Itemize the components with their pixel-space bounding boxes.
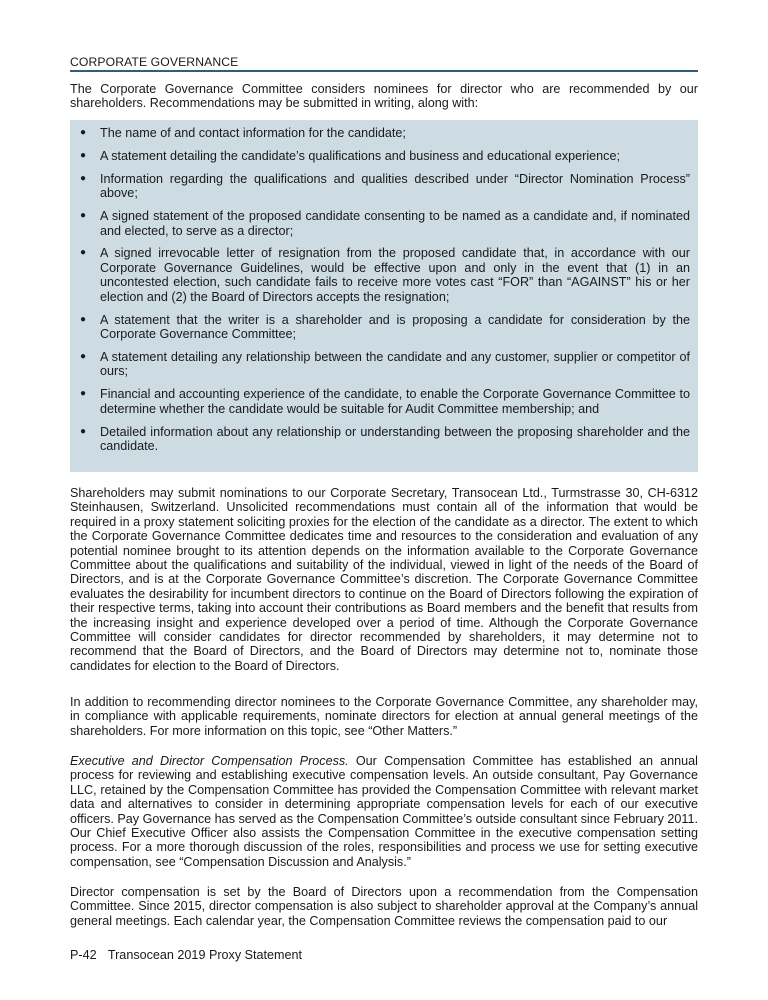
bullet-text: Financial and accounting experience of the candidate, to enable the Corporate Governance Committee to determine whether the candidate would be suitable for Audit Committee membership; and (100, 387, 690, 416)
bullet-text: A signed irrevocable letter of resignation from the proposed candidate that, in accordance with our Corporate Governance Guidelines, would be effective upon and only in the event that (1) in an uncontested election, such candidate fails to receive more votes cast “FOR” than “AGAINST” his or her election and (2) the Board of Directors accepts the resignation; (100, 246, 690, 304)
bullet-item (80, 246, 690, 304)
intro-paragraph: The Corporate Governance Committee considers nominees for director who are recommended by our shareholders. Recommendations may be submitted in writing, along with: (70, 82, 698, 111)
page-footer (70, 948, 310, 962)
bullet-text: Information regarding the qualifications and qualities described under “Director Nomination Process” above; (100, 171, 690, 201)
bullet-icon: ● (80, 313, 87, 325)
bullet-text: A signed statement of the proposed candidate consenting to be named as a candidate and, if nominated and elected, to serve as a director; (100, 209, 690, 238)
bullet-icon: ● (80, 127, 87, 138)
bullet-item (80, 126, 690, 140)
compensation-process-lead: Executive and Director Compensation Process. (70, 754, 349, 768)
header-rule (70, 70, 698, 72)
bullet-item (80, 425, 690, 454)
bullet-icon: ● (80, 425, 87, 437)
bullet-icon: ● (80, 210, 87, 222)
bullet-icon: ● (80, 149, 87, 161)
bullet-text: Detailed information about any relationship or understanding between the proposing shareholder and the candidate. (100, 424, 690, 453)
bullet-item (80, 209, 690, 238)
bullet-text: The name of and contact information for the candidate; (100, 126, 406, 140)
bullet-item (80, 387, 690, 416)
bullet-item (80, 149, 690, 163)
director-compensation-paragraph: Director compensation is set by the Board of Directors upon a recommendation from the Compensation Committee. Since 2015, director compensation is also subject to shareholder approval at the Company’s annual general meetings. Each calendar year, the Compensation Committee reviews the compensation paid to our (70, 885, 698, 928)
page-number: P-42 (70, 948, 97, 962)
bullet-icon: ● (80, 388, 87, 400)
bullet-text: A statement detailing any relationship between the candidate and any customer, supplier or competitor of ours; (100, 349, 690, 379)
shareholder-nomination-paragraph: In addition to recommending director nominees to the Corporate Governance Committee, any shareholder may, in compliance with applicable requirements, nominate directors for election at annual general meetings of the shareholders. For more information on this topic, see “Other Matters.” (70, 695, 698, 738)
bullet-text: A statement detailing the candidate’s qualifications and business and educational experience; (100, 148, 620, 163)
compensation-process-body: Our Compensation Committee has established an annual process for reviewing and establishing executive compensation levels. An outside consultant, Pay Governance LLC, retained by the Compensation Committee has provided the Compensation Committee with relevant market data and alternatives to consider in determining appropriate compensation levels for each of our executive officers. Pay Governance has served as the Compensation Committee’s outside consultant since February 2011. Our Chief Executive Officer also assists the Compensation Committee in the executive compensation setting process. For a more thorough discussion of the roles, responsibilities and process we use for setting executive compensation, see “Compensation Discussion and Analysis.” (70, 754, 698, 869)
bullet-item (80, 172, 690, 201)
section-header: CORPORATE GOVERNANCE (70, 55, 239, 69)
bullet-icon: ● (80, 172, 87, 184)
bullet-item (80, 350, 690, 379)
nominations-paragraph: Shareholders may submit nominations to our Corporate Secretary, Transocean Ltd., Turmstrasse 30, CH-6312 Steinhausen, Switzerland. Unsolicited recommendations must contain all of the information that would be required in a proxy statement soliciting proxies for the election of the candidate as a director. The extent to which the Corporate Governance Committee dedicates time and resources to the consideration and evaluation of any potential nominee brought to its attention depends on the information available to the Corporate Governance Committee about the qualifications and suitability of the individual, viewed in light of the needs of the Board of Directors, and is at the Corporate Governance Committee’s discretion. The Corporate Governance Committee evaluates the desirability for incumbent directors to continue on the Board of Directors following the expiration of their respective terms, taking into account their contributions as Board members and the benefit that results from the increasing insight and experience developed over a period of time. Although the Corporate Governance Committee will consider candidates for director recommended by shareholders, it may determine not to recommend that the Board of Directors, and the Board of Directors may determine not to, nominate those candidates for election to the Board of Directors. (70, 486, 698, 673)
bullet-icon: ● (80, 350, 87, 362)
bullet-text: A statement that the writer is a shareholder and is proposing a candidate for consideration by the Corporate Governance Committee; (100, 312, 690, 341)
bullet-icon: ● (80, 247, 87, 259)
bullet-item (80, 313, 690, 342)
requirements-bullet-box (70, 120, 698, 472)
document-title: Transocean 2019 Proxy Statement (107, 948, 303, 962)
compensation-process-paragraph (70, 754, 698, 869)
